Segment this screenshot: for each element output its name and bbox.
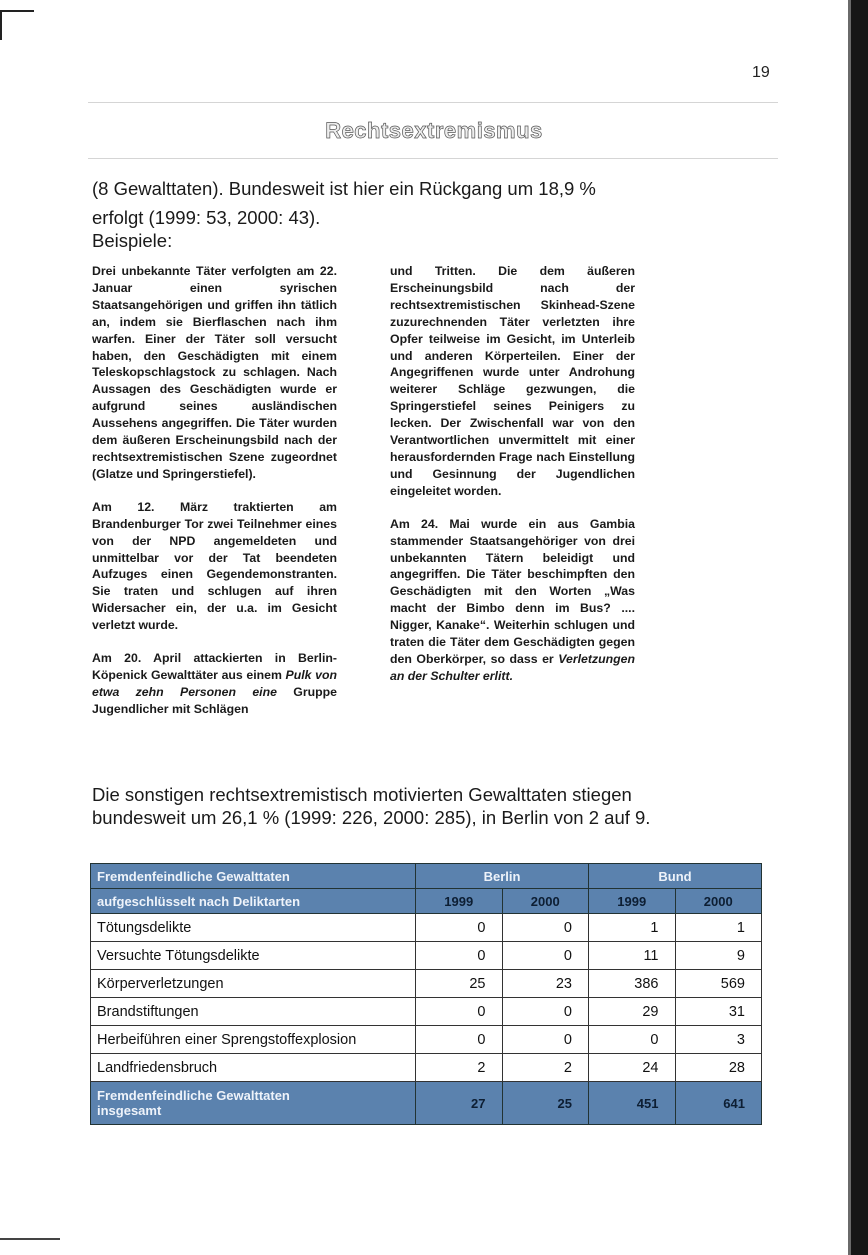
- right-column: [390, 263, 635, 701]
- row-label: Landfriedensbruch: [91, 1054, 416, 1082]
- cell-value: 2: [416, 1054, 503, 1082]
- cell-value: 0: [416, 998, 503, 1026]
- cell-value: 29: [589, 998, 676, 1026]
- paragraph-text: Am 20. April attackierten in Berlin-Köpenick Gewalttäter aus einem: [92, 651, 337, 682]
- table-row: [91, 914, 762, 942]
- cell-value: 3: [675, 1026, 762, 1054]
- cell-value: 0: [416, 914, 503, 942]
- cell-value: 1: [589, 914, 676, 942]
- table-row: [91, 1026, 762, 1054]
- cell-value: 23: [502, 970, 589, 998]
- row-label: Körperverletzungen: [91, 970, 416, 998]
- table-row: [91, 998, 762, 1026]
- total-value: 27: [416, 1082, 503, 1125]
- intro-paragraph: (8 Gewalttaten). Bundesweit ist hier ein Rückgang um 18,9 % erfolgt (1999: 53, 2000: 43).: [92, 178, 596, 228]
- cell-value: 0: [502, 1026, 589, 1054]
- cell-value: 569: [675, 970, 762, 998]
- paragraph-text: Gruppe Jugendlicher mit Schlägen: [92, 684, 337, 716]
- cell-value: 0: [416, 942, 503, 970]
- header-rule: [88, 158, 778, 159]
- table-header-row: [91, 889, 762, 914]
- scan-edge: [851, 0, 868, 1255]
- cell-value: 0: [589, 1026, 676, 1054]
- crop-mark: [0, 1238, 60, 1240]
- paragraph-text: Am 24. Mai wurde ein aus Gambia stammender Staatsangehöriger von drei unbekannten Tätern beleidigt und angegriffen. Die Täter beschimpften den Geschädigten mit den Worten „Was macht der Bimbo denn im Bus? .... Nigger, Kanake“. Weiterhin schlugen und traten die Täter dem Geschädigten gegen den Oberkörper, so dass er: [390, 516, 635, 666]
- cell-value: 31: [675, 998, 762, 1026]
- group-header-bund: Bund: [589, 864, 762, 889]
- table-title: Fremdenfeindliche Gewalttaten: [91, 864, 416, 889]
- cell-value: 386: [589, 970, 676, 998]
- year-header: 2000: [675, 889, 762, 914]
- crop-mark: [0, 10, 2, 40]
- paragraph-italic-text: Pulk von etwa zehn Personen eine: [92, 667, 338, 699]
- example-paragraph: und Tritten. Die dem äußeren Erscheinungsbild nach der rechtsextremistischen Skinhead-Szene zuzurechnenden Täter verletzten ihre Opfer teilweise im Gesicht, im Unterleib und anderen Körperteilen. Einer der Angegriffenen wurde unter Androhung weiterer Schläge gezwungen, die Springerstiefel seines Peinigers zu lecken. Der Zwischenfall war von den Verantwortlichen unvermittelt mit einer herausfordernden Frage nach Einstellung und Gesinnung der Jugendlichen eingeleitet worden.: [390, 264, 635, 498]
- table-row: [91, 970, 762, 998]
- total-label: [91, 1082, 416, 1125]
- row-label: Brandstiftungen: [91, 998, 416, 1026]
- cell-value: 28: [675, 1054, 762, 1082]
- example-paragraph: Am 12. März traktierten am Brandenburger Tor zwei Teilnehmer eines von der NPD angemeldeten und unmittelbar vor der Tat beendeten Aufzuges einen Gegendemonstranten. Sie traten und schlugen auf ihren Widersacher ein, der u.a. im Gesicht verletzt wurde.: [92, 499, 337, 633]
- table-header-row: [91, 864, 762, 889]
- cell-value: 0: [502, 998, 589, 1026]
- cell-value: 2: [502, 1054, 589, 1082]
- group-header-berlin: Berlin: [416, 864, 589, 889]
- left-column: [92, 263, 337, 734]
- cell-value: 24: [589, 1054, 676, 1082]
- row-label: Herbeiführen einer Sprengstoffexplosion: [91, 1026, 416, 1054]
- row-label: Tötungsdelikte: [91, 914, 416, 942]
- example-paragraph: Drei unbekannte Täter verfolgten am 22. Januar einen syrischen Staatsangehörigen und griffen ihn tätlich an, indem sie Bierflaschen nach ihm warfen. Einer der Täter soll versucht haben, den Geschädigten mit einem Teleskopschlagstock zu schlagen. Nach Aussagen des Geschädigten wurde er aufgrund seines ausländischen Aussehens angegriffen. Die Täter wurden dem äußeren Erscheinungsbild nach der rechtsextremistischen Szene zugeordnet (Glatze und Springerstiefel).: [92, 264, 337, 481]
- cell-value: 0: [502, 942, 589, 970]
- cell-value: 0: [416, 1026, 503, 1054]
- year-header: 2000: [502, 889, 589, 914]
- total-label-line: Fremdenfeindliche Gewalttaten: [97, 1088, 290, 1103]
- crop-mark: [0, 10, 34, 12]
- year-header: 1999: [416, 889, 503, 914]
- table-subtitle: aufgeschlüsselt nach Deliktarten: [91, 889, 416, 914]
- section-title: Rechtsextremismus: [325, 118, 543, 143]
- total-label-line: insgesamt: [97, 1103, 162, 1118]
- total-value: 25: [502, 1082, 589, 1125]
- example-paragraph: [390, 516, 635, 685]
- example-paragraph: [92, 650, 337, 718]
- table-total-row: [91, 1082, 762, 1125]
- cell-value: 11: [589, 942, 676, 970]
- row-label: Versuchte Tötungsdelikte: [91, 942, 416, 970]
- page-number: 19: [752, 64, 770, 81]
- total-value: 451: [589, 1082, 676, 1125]
- statistics-table: [90, 863, 762, 1125]
- header-rule: [88, 102, 778, 103]
- table-row: [91, 942, 762, 970]
- table-row: [91, 1054, 762, 1082]
- cell-value: 9: [675, 942, 762, 970]
- cell-value: 1: [675, 914, 762, 942]
- cell-value: 25: [416, 970, 503, 998]
- summary-paragraph: Die sonstigen rechtsextremistisch motivierten Gewalttaten stiegen bundesweit um 26,1 % (1999: 226, 2000: 285), in Berlin von 2 auf 9.: [92, 784, 651, 828]
- paragraph-italic-text: Verletzungen an der Schulter erlitt.: [390, 651, 635, 683]
- cell-value: 0: [502, 914, 589, 942]
- examples-label: Beispiele:: [92, 230, 173, 251]
- total-value: 641: [675, 1082, 762, 1125]
- year-header: 1999: [589, 889, 676, 914]
